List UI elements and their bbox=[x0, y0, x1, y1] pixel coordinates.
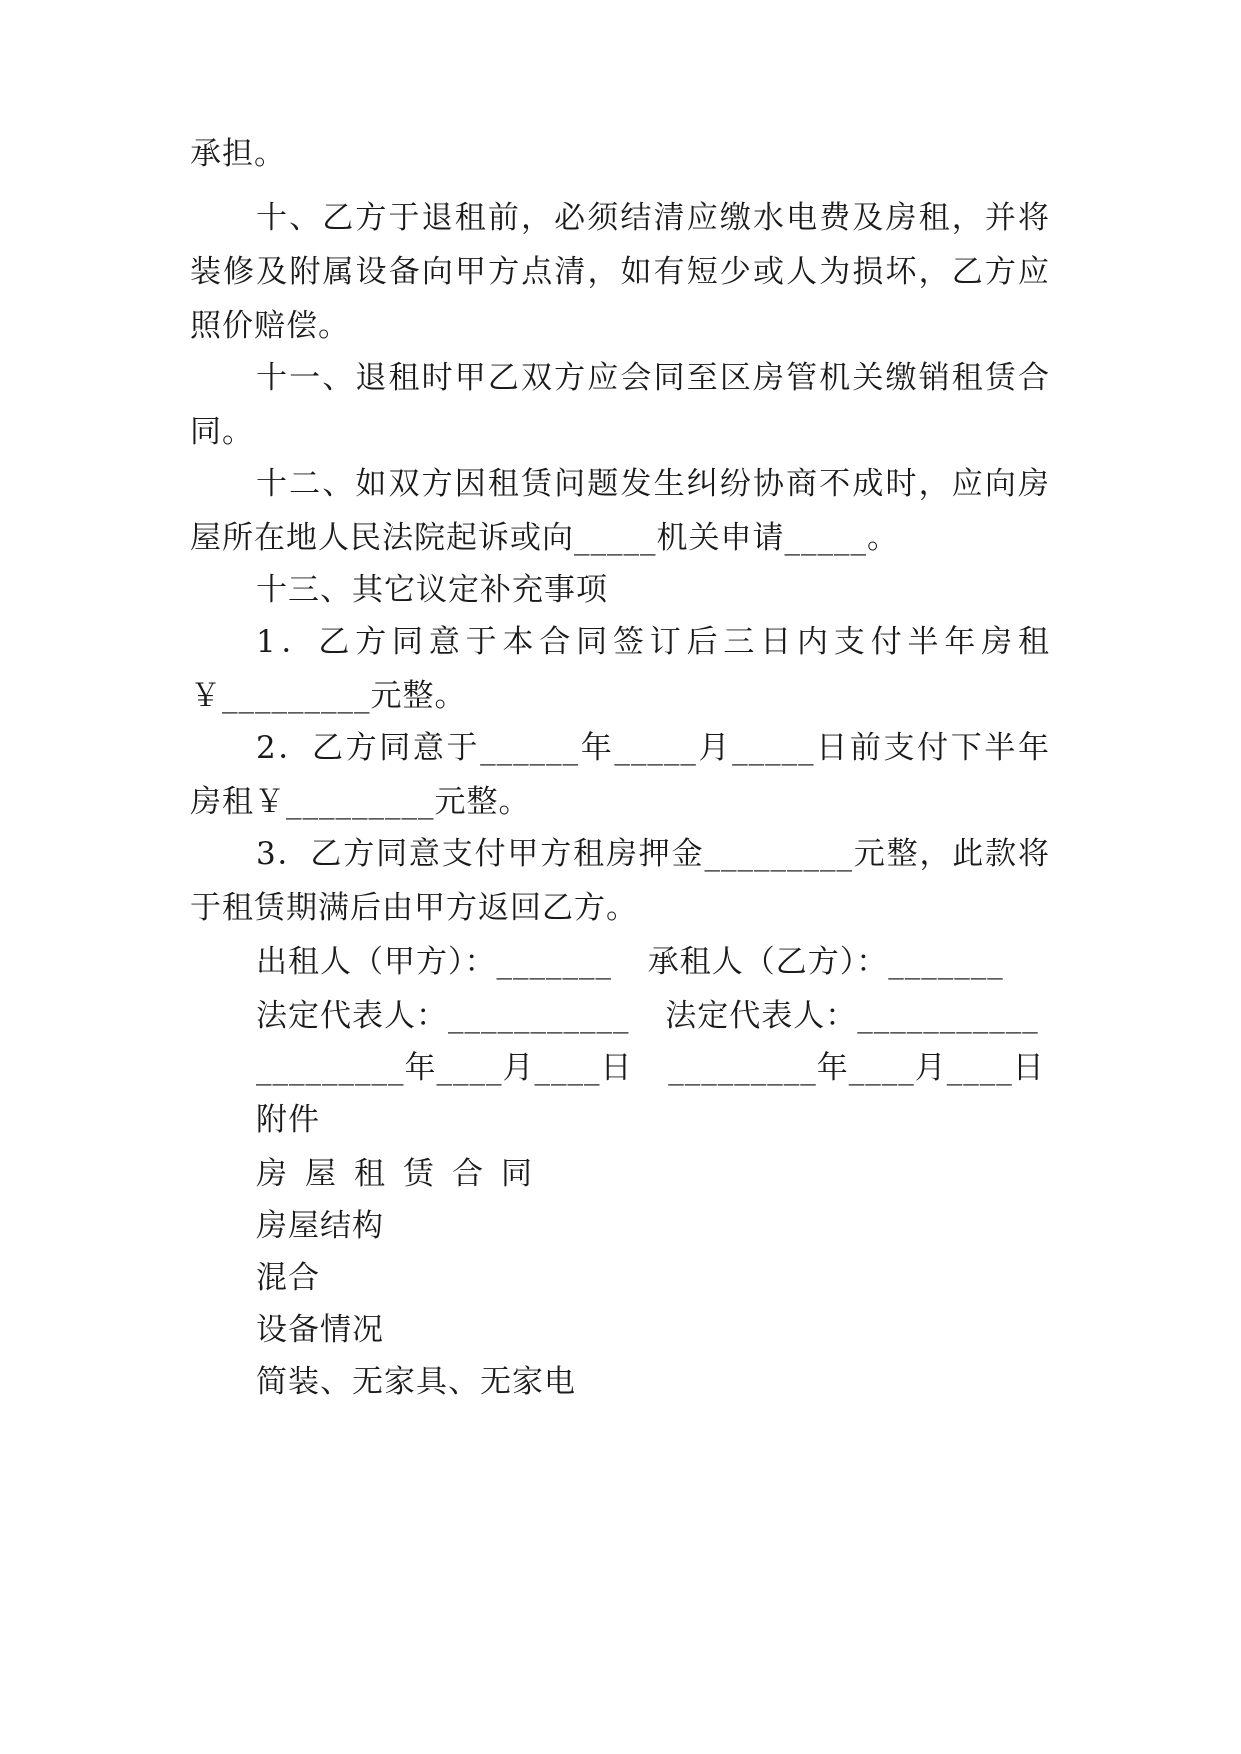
equipment-value: 简装、无家具、无家电 bbox=[256, 1364, 576, 1400]
signature-row-parties bbox=[256, 942, 1056, 982]
clause-11-line: 同。 bbox=[190, 414, 254, 450]
clause-13-heading: 十三、其它议定补充事项 bbox=[256, 572, 608, 608]
date-b: _________年____月____日 bbox=[668, 1050, 1045, 1086]
representative-a: 法定代表人：___________ bbox=[256, 998, 630, 1034]
structure-value: 混合 bbox=[256, 1260, 320, 1296]
equipment-label: 设备情况 bbox=[256, 1312, 384, 1348]
supplement-item-2: 2．乙方同意于______年_____月_____日前支付下半年 bbox=[256, 730, 1050, 766]
structure-label: 房屋结构 bbox=[256, 1208, 384, 1244]
clause-11-line: 十一、退租时甲乙双方应会同至区房管机关缴销租赁合 bbox=[256, 360, 1050, 396]
supplement-item-1: ￥_________元整。 bbox=[190, 678, 467, 714]
supplement-item-2: 房租￥_________元整。 bbox=[190, 784, 531, 820]
clause-10-line: 装修及附属设备向甲方点清，如有短少或人为损坏，乙方应 bbox=[190, 254, 1050, 290]
clause-10-line: 十、乙方于退租前，必须结清应缴水电费及房租，并将 bbox=[256, 200, 1050, 236]
supplement-item-3: 3．乙方同意支付甲方租房押金_________元整，此款将 bbox=[256, 836, 1050, 872]
paragraph-line: 承担。 bbox=[190, 136, 286, 172]
representative-b: 法定代表人：___________ bbox=[665, 998, 1039, 1034]
attachment-heading: 附件 bbox=[256, 1102, 320, 1138]
supplement-item-3: 于租赁期满后由甲方返回乙方。 bbox=[190, 890, 638, 926]
attachment-title: 房屋租赁合同 bbox=[256, 1156, 550, 1192]
lessor-signature: 出租人（甲方）：_______ bbox=[256, 944, 612, 980]
lessee-signature: 承租人（乙方）：_______ bbox=[647, 944, 1004, 980]
date-a: _________年____月____日 bbox=[256, 1050, 633, 1086]
signature-row-dates bbox=[256, 1048, 1056, 1088]
clause-12-line: 屋所在地人民法院起诉或向_____机关申请_____。 bbox=[190, 520, 899, 556]
supplement-item-1: 1．乙方同意于本合同签订后三日内支付半年房租 bbox=[256, 624, 1050, 660]
clause-12-line: 十二、如双方因租赁问题发生纠纷协商不成时，应向房 bbox=[256, 466, 1050, 502]
clause-10-line: 照价赔偿。 bbox=[190, 308, 350, 344]
signature-row-representatives bbox=[256, 996, 1056, 1036]
